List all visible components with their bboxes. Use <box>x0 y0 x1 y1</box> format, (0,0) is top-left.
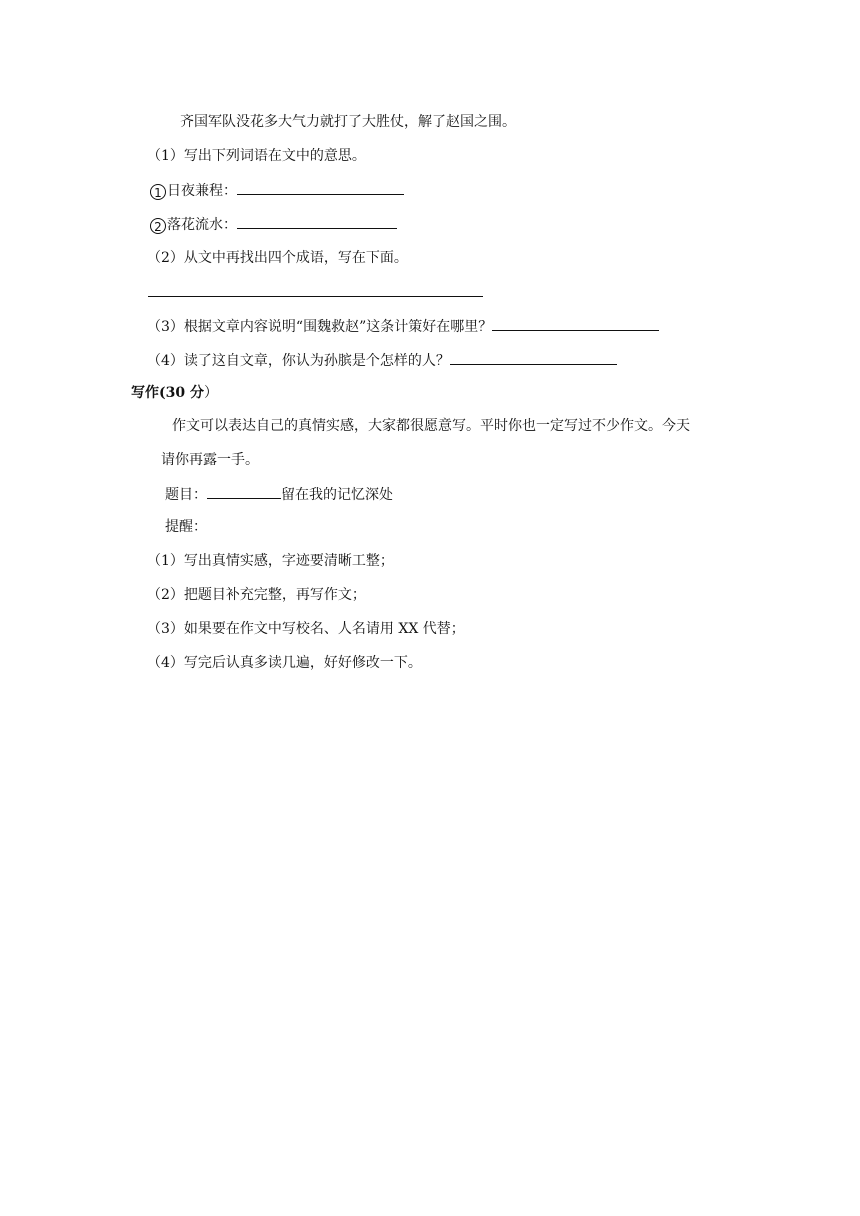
question-3 <box>147 316 659 337</box>
writing-title-suffix: 留在我的记忆深处 <box>281 487 393 503</box>
writing-heading <box>131 383 218 403</box>
writing-intro-line-1: 作文可以表达自己的真情实感，大家都很愿意写。平时你也一定写过不少作文。今天 <box>172 418 690 434</box>
tip-2: （2）把题目补充完整，再写作文； <box>147 587 366 603</box>
writing-title <box>165 484 393 505</box>
question-1-item-2-label: 落花流水： <box>167 217 237 233</box>
question-4-text: （4）读了这自文章，你认为孙膑是个怎样的人？ <box>147 353 450 369</box>
question-1-item-1 <box>150 180 404 201</box>
circled-number-2: 2 <box>150 218 166 234</box>
question-1-item-1-label: 日夜兼程： <box>167 183 237 199</box>
tip-4: （4）写完后认真多读几遍，好好修改一下。 <box>147 655 422 671</box>
answer-blank-1[interactable] <box>237 180 404 195</box>
writing-heading-paren: ） <box>203 385 218 401</box>
writing-title-label: 题目： <box>165 487 207 503</box>
question-4 <box>147 350 617 371</box>
question-3-text: （3）根据文章内容说明“围魏救赵”这条计策好在哪里？ <box>147 319 493 335</box>
reminder-label: 提醒： <box>165 519 207 535</box>
tip-1: （1）写出真情实感，字迹要清晰工整； <box>147 553 394 569</box>
writing-title-blank[interactable] <box>207 484 281 499</box>
answer-blank-question-3[interactable] <box>492 316 659 331</box>
question-1-item-2 <box>150 214 397 235</box>
writing-heading-text: 写作(30 分 <box>131 385 204 401</box>
answer-blank-2[interactable] <box>237 214 397 229</box>
circled-number-1: 1 <box>150 184 166 200</box>
answer-blank-question-4[interactable] <box>450 350 617 365</box>
paragraph-end: 齐国军队没花多大气力就打了大胜仗，解了赵国之围。 <box>180 114 516 130</box>
question-2: （2）从文中再找出四个成语，写在下面。 <box>147 250 408 266</box>
writing-intro-line-2: 请你再露一手。 <box>161 452 259 468</box>
tip-3: （3）如果要在作文中写校名、人名请用 XX 代替； <box>147 621 465 637</box>
question-1: （1）写出下列词语在文中的意思。 <box>147 148 366 164</box>
answer-line-question-2[interactable] <box>148 296 483 297</box>
